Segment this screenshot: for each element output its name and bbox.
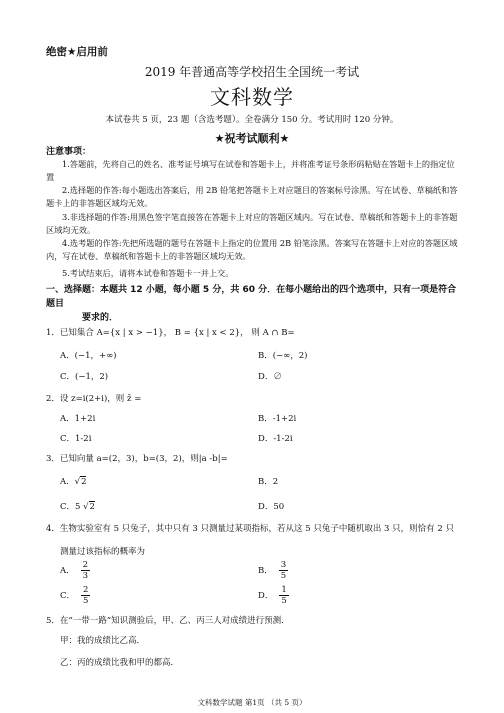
note-item-3: 3.非选择题的作答:用黑色签字笔直接答在答题卡上对应的答题区域内。写在试卷、草稿纸和答题卡上的非答题区域均无效。 [46,212,458,235]
question-4-option-d-label: D． [258,591,274,601]
question-4-option-b-label: B． [258,566,273,576]
note-item-4: 4.选考题的作答:先把所选题的题号在答题卡上指定的位置用 2B 铅笔涂黑。答案写在答题卡上对应的答题区域内，写在试卷、草稿纸和答题卡上的非答题区域均无效。 [46,238,458,261]
question-3-option-b: B．2 [258,477,279,487]
question-4-option-c [60,585,90,606]
question-3-option-c-radicand: 2 [89,502,95,512]
page-footer: 文科数学试题 第1页 （共 5 页） [197,698,307,707]
good-luck-line: ★祝考试顺利★ [214,132,290,145]
question-1-option-d: D．∅ [258,372,282,382]
question-1-option-a: A．(−1，+∞) [60,351,117,361]
confidential-label: 绝密★启用前 [46,46,108,58]
question-2-stem: 2．设 z=i(2+i)，则 z̄ = [46,394,142,404]
question-4-stem-line1: 4．生物实验室有 5 只兔子，其中只有 3 只测量过某项指标，若从这 5 只兔子中随机取出 3 只，则恰有 2 只 [46,524,454,534]
question-3-option-d: D．50 [258,502,285,512]
exam-title: 2019 年普通高等学校招生全国统一考试 [144,65,360,79]
question-3-option-a: A．√2 [60,477,87,487]
question-4-option-d [258,585,289,606]
section-heading-line2: 要求的． [82,313,119,323]
question-1-option-c: C．(−1，2) [60,372,109,382]
question-4-option-d-numerator: 1 [281,585,287,595]
question-5-stem: 5．在“一带一路”知识测验后，甲、乙、丙三人对成绩进行预测． [46,616,290,626]
question-3-stem: 3．已知向量 a=(2，3)，b=(3，2)，则|a -b|= [46,454,228,464]
section-heading [46,283,458,325]
question-4-option-b [258,560,288,581]
question-3-option-a-label: A． [60,477,75,487]
question-4-option-c-denominator: 5 [83,596,89,606]
subject-title: 文科数学 [210,85,294,109]
question-1-option-b: B．(−∞，2) [258,351,308,361]
question-3-option-a-radicand: 2 [81,477,87,487]
note-item-5: 5.考试结束后，请将本试卷和答题卡一并上交。 [62,268,234,278]
question-3-option-c: C．5 √2 [60,502,95,512]
question-2-option-b: B．-1+2i [258,414,297,424]
section-heading-line1: 一、选择题：本题共 12 小题，每小题 5 分，共 60 分．在每小题给出的四个选项中，只有一项是符合题目 [46,285,457,309]
question-4-option-d-denominator: 5 [281,596,287,606]
question-4-option-c-label: C． [60,591,76,601]
exam-info: 本试卷共 5 页，23 题（含选考题）。全卷满分 150 分。考试用时 120 分钟。 [105,115,399,125]
question-5-statement-yi: 乙：丙的成绩比我和甲的都高． [60,658,180,668]
question-4-option-c-numerator: 2 [83,585,89,595]
question-4-option-a-label: A． [60,566,75,576]
question-2-option-d: D．-1-2i [258,434,293,444]
question-2-option-a: A．1+2i [60,414,96,424]
question-4-option-a [60,560,90,581]
question-4-stem-line2: 测量过该指标的概率为 [60,547,146,557]
note-item-1: 1.答题前，先将自己的姓名、准考证号填写在试卷和答题卡上，并将准考证号条形码粘贴在答题卡上的指定位置 [46,159,455,182]
question-1-stem: 1．已知集合 A={x | x > −1}， B = {x | x < 2}， 则 A ∩ B= [46,328,295,338]
question-2-option-c: C．1-2i [60,434,92,444]
question-4-option-b-numerator: 3 [280,560,287,570]
question-5-statement-jia: 甲：我的成绩比乙高． [60,636,146,646]
question-3-option-c-label: C．5 [60,502,81,512]
note-item-2: 2.选择题的作答:每小题选出答案后，用 2B 铅笔把答题卡上对应题目的答案标号涂黑。写在试卷、草稿纸和答题卡上的非答题区域均无效。 [46,185,458,208]
question-4-option-a-denominator: 3 [82,571,89,581]
question-4-option-a-numerator: 2 [82,560,89,570]
notes-heading: 注意事项： [46,147,92,157]
question-4-option-b-denominator: 5 [280,571,287,581]
